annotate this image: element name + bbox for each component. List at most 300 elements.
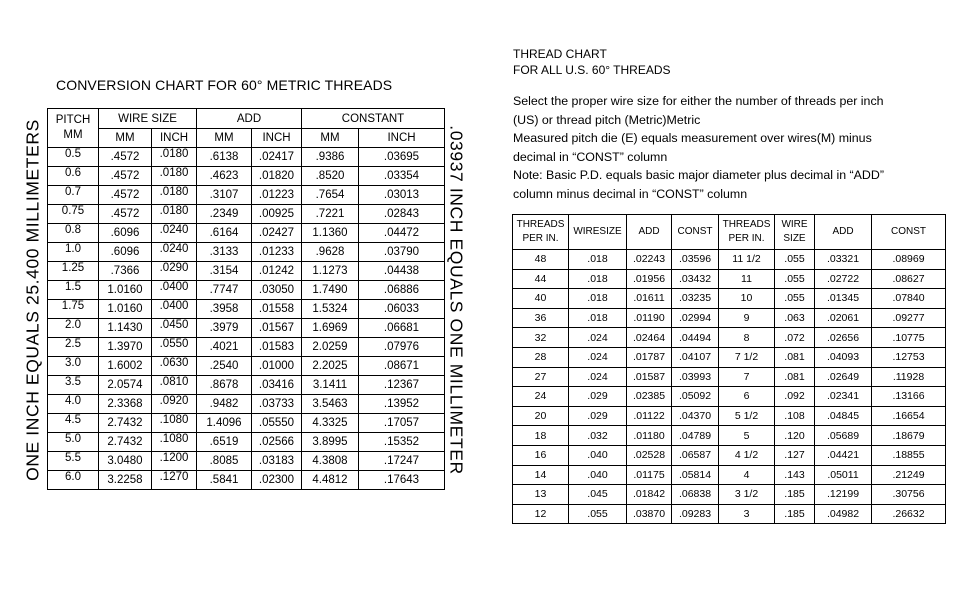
add-cell: .01611 <box>627 289 672 309</box>
vertical-note-mm: ONE INCH EQUALS 25.400 MILLIMETERS <box>22 119 43 481</box>
pitch-cell: 1.0 <box>48 243 99 262</box>
tpi-cell: 20 <box>513 406 569 426</box>
wire-mm-cell: 1.6002 <box>99 357 152 376</box>
tpi-cell: 16 <box>513 445 569 465</box>
wire-size-header: WIRE SIZE <box>99 109 197 129</box>
table-row <box>513 387 946 407</box>
add-mm-cell: .4623 <box>197 167 252 186</box>
tpi-cell-2: 10 <box>719 289 775 309</box>
table-row <box>513 269 946 289</box>
const-cell-2: .13166 <box>872 387 946 407</box>
add-cell-2: .04093 <box>815 347 872 367</box>
wire-inch-cell: .0920 <box>152 395 197 414</box>
constant-mm-cell: 3.5463 <box>302 395 359 414</box>
add-inch-cell: .02566 <box>252 433 302 452</box>
constant-inch-cell: .03354 <box>359 167 445 186</box>
instruction-line: decimal in “CONST” column <box>513 149 668 164</box>
table-row <box>513 445 946 465</box>
wire-size-cell-2: .108 <box>775 406 815 426</box>
add-inch-cell: .01000 <box>252 357 302 376</box>
table-row <box>48 205 445 224</box>
add-inch-cell: .02300 <box>252 471 302 490</box>
add-cell: .01787 <box>627 347 672 367</box>
wire-mm-cell: 2.7432 <box>99 433 152 452</box>
tpi-cell-2: 6 <box>719 387 775 407</box>
table-row <box>48 414 445 433</box>
metric-chart-title: CONVERSION CHART FOR 60° METRIC THREADS <box>56 77 393 93</box>
tpi-cell: 28 <box>513 347 569 367</box>
const-cell-2: .07840 <box>872 289 946 309</box>
add-cell-2: .02341 <box>815 387 872 407</box>
wiresize-cell: .024 <box>569 328 627 348</box>
wire-mm-cell: 3.2258 <box>99 471 152 490</box>
wire-inch-cell: .0450 <box>152 319 197 338</box>
add-inch-cell: .03183 <box>252 452 302 471</box>
table-row <box>48 471 445 490</box>
tpi-cell: 48 <box>513 250 569 270</box>
constant-inch-cell: .04438 <box>359 262 445 281</box>
add-mm-cell: .3154 <box>197 262 252 281</box>
add-inch-cell: .01223 <box>252 186 302 205</box>
wire-mm-cell: 2.0574 <box>99 376 152 395</box>
constant-mm-cell: 4.3808 <box>302 452 359 471</box>
tpi-cell: 18 <box>513 426 569 446</box>
const-header: CONST <box>672 215 719 250</box>
const-cell-2: .21249 <box>872 465 946 485</box>
add-mm-cell: .8678 <box>197 376 252 395</box>
constant-inch-cell: .04472 <box>359 224 445 243</box>
add-mm-cell: .3979 <box>197 319 252 338</box>
tpi-cell-2: 3 <box>719 504 775 524</box>
instruction-line: Select the proper wire size for either the number of threads per inch <box>513 94 884 108</box>
const-cell: .03235 <box>672 289 719 309</box>
add-mm-cell: .6519 <box>197 433 252 452</box>
wire-size-cell-2: .143 <box>775 465 815 485</box>
tpi-cell-2: 7 <box>719 367 775 387</box>
wire-mm-cell: 1.1430 <box>99 319 152 338</box>
pitch-cell: 2.5 <box>48 338 99 357</box>
const-cell-2: .12753 <box>872 347 946 367</box>
const-cell: .03596 <box>672 250 719 270</box>
us-chart-instructions <box>513 92 953 204</box>
wire-inch-cell: .0180 <box>152 186 197 205</box>
wire-mm-cell: .4572 <box>99 148 152 167</box>
tpi-cell-2: 3 1/2 <box>719 485 775 505</box>
add-mm-cell: .8085 <box>197 452 252 471</box>
vertical-note-inch: .03937 INCH EQUALS ONE MILLIMETER <box>446 125 467 475</box>
add-mm-cell: 1.4096 <box>197 414 252 433</box>
add-inch-cell: .03733 <box>252 395 302 414</box>
add-inch-header: INCH <box>252 129 302 148</box>
constant-mm-cell: 4.4812 <box>302 471 359 490</box>
wire-mm-cell: .4572 <box>99 186 152 205</box>
add-inch-cell: .01233 <box>252 243 302 262</box>
const-cell: .09283 <box>672 504 719 524</box>
pitch-cell: 1.5 <box>48 281 99 300</box>
add-mm-header: MM <box>197 129 252 148</box>
pitch-cell: 3.0 <box>48 357 99 376</box>
const-cell: .04107 <box>672 347 719 367</box>
tpi-header-line1: THREADS <box>516 219 565 230</box>
tpi-cell-2: 8 <box>719 328 775 348</box>
constant-mm-cell: 3.8995 <box>302 433 359 452</box>
wiresize-cell: .032 <box>569 426 627 446</box>
pitch-cell: 0.6 <box>48 167 99 186</box>
pitch-cell: 5.5 <box>48 452 99 471</box>
wire-mm-cell: .4572 <box>99 167 152 186</box>
tpi-cell: 13 <box>513 485 569 505</box>
tpi-cell: 12 <box>513 504 569 524</box>
add-cell-2: .12199 <box>815 485 872 505</box>
add-inch-cell: .05550 <box>252 414 302 433</box>
wiresize-cell: .024 <box>569 367 627 387</box>
tpi-cell: 32 <box>513 328 569 348</box>
add-cell-2: .01345 <box>815 289 872 309</box>
wire-size-cell-2: .127 <box>775 445 815 465</box>
const-cell: .03432 <box>672 269 719 289</box>
pitch-cell: 5.0 <box>48 433 99 452</box>
constant-mm-cell: 1.7490 <box>302 281 359 300</box>
table-row <box>513 347 946 367</box>
pitch-header-line1: PITCH <box>55 114 91 126</box>
wire-size-cell-2: .063 <box>775 308 815 328</box>
const-cell: .06587 <box>672 445 719 465</box>
pitch-cell: 2.0 <box>48 319 99 338</box>
add-header: ADD <box>197 109 302 129</box>
constant-inch-cell: .03013 <box>359 186 445 205</box>
add-cell: .01842 <box>627 485 672 505</box>
table-row <box>48 186 445 205</box>
wire-mm-cell: 1.3970 <box>99 338 152 357</box>
add-cell: .01180 <box>627 426 672 446</box>
tpi-cell: 36 <box>513 308 569 328</box>
wire-size-header-2 <box>775 215 815 250</box>
tpi-cell-2: 5 1/2 <box>719 406 775 426</box>
table-row <box>48 262 445 281</box>
wire-size-cell-2: .081 <box>775 347 815 367</box>
constant-mm-cell: 1.6969 <box>302 319 359 338</box>
constant-mm-header: MM <box>302 129 359 148</box>
add-mm-cell: .3107 <box>197 186 252 205</box>
tpi-header-2-line1: THREADS <box>722 219 771 230</box>
table-row <box>48 319 445 338</box>
const-cell: .05092 <box>672 387 719 407</box>
wire-mm-cell: 1.0160 <box>99 300 152 319</box>
add-cell-2: .02722 <box>815 269 872 289</box>
wire-mm-cell: 2.7432 <box>99 414 152 433</box>
table-row <box>48 148 445 167</box>
wire-inch-cell: .0550 <box>152 338 197 357</box>
tpi-cell-2: 7 1/2 <box>719 347 775 367</box>
constant-mm-cell: 3.1411 <box>302 376 359 395</box>
pitch-cell: 3.5 <box>48 376 99 395</box>
add-mm-cell: .6138 <box>197 148 252 167</box>
constant-mm-cell: .9386 <box>302 148 359 167</box>
constant-header: CONSTANT <box>302 109 445 129</box>
tpi-cell: 14 <box>513 465 569 485</box>
const-header-2: CONST <box>872 215 946 250</box>
pitch-cell: 0.8 <box>48 224 99 243</box>
const-cell-2: .18679 <box>872 426 946 446</box>
add-inch-cell: .02427 <box>252 224 302 243</box>
tpi-header-2-line2: PER IN. <box>728 233 765 244</box>
add-inch-cell: .01567 <box>252 319 302 338</box>
table-row <box>48 300 445 319</box>
add-cell-2: .03321 <box>815 250 872 270</box>
add-cell-2: .05689 <box>815 426 872 446</box>
add-cell-2: .02649 <box>815 367 872 387</box>
constant-mm-cell: .7221 <box>302 205 359 224</box>
table-row <box>513 406 946 426</box>
wire-mm-cell: 1.0160 <box>99 281 152 300</box>
wire-size-cell-2: .092 <box>775 387 815 407</box>
wiresize-cell: .029 <box>569 387 627 407</box>
wire-inch-cell: .0630 <box>152 357 197 376</box>
pitch-header <box>48 109 99 148</box>
constant-mm-cell: 4.3325 <box>302 414 359 433</box>
wiresize-header: WIRESIZE <box>569 215 627 250</box>
table-row <box>513 426 946 446</box>
const-cell-2: .08627 <box>872 269 946 289</box>
instruction-line: column minus decimal in “CONST” column <box>513 186 748 201</box>
const-cell-2: .18855 <box>872 445 946 465</box>
constant-inch-cell: .06033 <box>359 300 445 319</box>
wire-inch-cell: .0810 <box>152 376 197 395</box>
add-cell: .02528 <box>627 445 672 465</box>
constant-mm-cell: 1.1360 <box>302 224 359 243</box>
constant-inch-cell: .17057 <box>359 414 445 433</box>
constant-inch-header: INCH <box>359 129 445 148</box>
const-cell-2: .16654 <box>872 406 946 426</box>
wire-mm-cell: 3.0480 <box>99 452 152 471</box>
const-cell: .06838 <box>672 485 719 505</box>
table-row <box>48 338 445 357</box>
wire-size-cell-2: .055 <box>775 250 815 270</box>
us-table-body <box>513 250 946 524</box>
pitch-cell: 4.5 <box>48 414 99 433</box>
tpi-header-2 <box>719 215 775 250</box>
add-inch-cell: .03050 <box>252 281 302 300</box>
add-cell: .02385 <box>627 387 672 407</box>
add-mm-cell: .7747 <box>197 281 252 300</box>
wiresize-cell: .040 <box>569 445 627 465</box>
table-row <box>48 281 445 300</box>
table-row <box>513 289 946 309</box>
tpi-cell: 44 <box>513 269 569 289</box>
tpi-cell-2: 11 1/2 <box>719 250 775 270</box>
wire-inch-cell: .0400 <box>152 281 197 300</box>
const-cell-2: .09277 <box>872 308 946 328</box>
add-mm-cell: .5841 <box>197 471 252 490</box>
pitch-cell: 0.75 <box>48 205 99 224</box>
table-row <box>513 308 946 328</box>
constant-inch-cell: .03695 <box>359 148 445 167</box>
tpi-cell-2: 9 <box>719 308 775 328</box>
add-inch-cell: .00925 <box>252 205 302 224</box>
constant-mm-cell: 2.2025 <box>302 357 359 376</box>
constant-inch-cell: .03790 <box>359 243 445 262</box>
table-row <box>513 485 946 505</box>
const-cell: .05814 <box>672 465 719 485</box>
wire-size-cell-2: .055 <box>775 269 815 289</box>
pitch-cell: 0.5 <box>48 148 99 167</box>
tpi-cell: 40 <box>513 289 569 309</box>
wiresize-cell: .018 <box>569 269 627 289</box>
wire-inch-cell: .1080 <box>152 414 197 433</box>
add-cell-2: .04845 <box>815 406 872 426</box>
tpi-cell-2: 5 <box>719 426 775 446</box>
tpi-cell-2: 4 1/2 <box>719 445 775 465</box>
const-cell-2: .30756 <box>872 485 946 505</box>
wire-inch-cell: .0240 <box>152 224 197 243</box>
wiresize-cell: .040 <box>569 465 627 485</box>
wire-size-cell-2: .072 <box>775 328 815 348</box>
wire-inch-cell: .0180 <box>152 148 197 167</box>
constant-inch-cell: .17643 <box>359 471 445 490</box>
add-cell-2: .02061 <box>815 308 872 328</box>
add-mm-cell: .3958 <box>197 300 252 319</box>
us-chart-heading <box>513 47 671 78</box>
wire-mm-cell: .6096 <box>99 243 152 262</box>
constant-inch-cell: .02843 <box>359 205 445 224</box>
constant-mm-cell: 1.5324 <box>302 300 359 319</box>
tpi-header <box>513 215 569 250</box>
pitch-cell: 0.7 <box>48 186 99 205</box>
pitch-header-line2: MM <box>63 129 83 141</box>
constant-inch-cell: .17247 <box>359 452 445 471</box>
table-row <box>48 376 445 395</box>
constant-inch-cell: .06681 <box>359 319 445 338</box>
metric-conversion-table <box>47 108 445 490</box>
wire-inch-cell: .1200 <box>152 452 197 471</box>
wire-mm-cell: .6096 <box>99 224 152 243</box>
wire-size-cell-2: .185 <box>775 485 815 505</box>
wire-mm-cell: .4572 <box>99 205 152 224</box>
pitch-cell: 4.0 <box>48 395 99 414</box>
tpi-header-line2: PER IN. <box>522 233 559 244</box>
wire-mm-cell: 2.3368 <box>99 395 152 414</box>
wire-size-cell-2: .185 <box>775 504 815 524</box>
const-cell-2: .08969 <box>872 250 946 270</box>
add-inch-cell: .01583 <box>252 338 302 357</box>
add-cell-2: .04421 <box>815 445 872 465</box>
wire-size-cell-2: .081 <box>775 367 815 387</box>
constant-mm-cell: 1.1273 <box>302 262 359 281</box>
wiresize-cell: .018 <box>569 250 627 270</box>
wire-mm-cell: .7366 <box>99 262 152 281</box>
constant-inch-cell: .12367 <box>359 376 445 395</box>
constant-inch-cell: .06886 <box>359 281 445 300</box>
wiresize-cell: .018 <box>569 289 627 309</box>
tpi-cell: 24 <box>513 387 569 407</box>
add-cell: .01587 <box>627 367 672 387</box>
table-row <box>48 224 445 243</box>
add-header: ADD <box>627 215 672 250</box>
table-row <box>48 243 445 262</box>
const-cell-2: .11928 <box>872 367 946 387</box>
add-header-2: ADD <box>815 215 872 250</box>
wire-inch-cell: .1270 <box>152 471 197 490</box>
wire-inch-cell: .0180 <box>152 167 197 186</box>
pitch-cell: 1.75 <box>48 300 99 319</box>
us-chart-title: THREAD CHART <box>513 47 607 61</box>
metric-table-body <box>48 148 445 490</box>
add-mm-cell: .6164 <box>197 224 252 243</box>
us-chart-subtitle: FOR ALL U.S. 60° THREADS <box>513 62 671 77</box>
pitch-cell: 1.25 <box>48 262 99 281</box>
table-row <box>513 250 946 270</box>
add-cell-2: .02656 <box>815 328 872 348</box>
constant-inch-cell: .07976 <box>359 338 445 357</box>
wire-inch-cell: .1080 <box>152 433 197 452</box>
wire-mm-header: MM <box>99 129 152 148</box>
add-inch-cell: .03416 <box>252 376 302 395</box>
wire-inch-cell: .0180 <box>152 205 197 224</box>
instruction-line: Note: Basic P.D. equals basic major diameter plus decimal in “ADD” <box>513 168 884 183</box>
wiresize-cell: .024 <box>569 347 627 367</box>
add-cell: .01956 <box>627 269 672 289</box>
add-cell-2: .04982 <box>815 504 872 524</box>
wire-inch-cell: .0400 <box>152 300 197 319</box>
add-mm-cell: .4021 <box>197 338 252 357</box>
constant-mm-cell: .9628 <box>302 243 359 262</box>
constant-mm-cell: 2.0259 <box>302 338 359 357</box>
table-row <box>48 167 445 186</box>
wire-size-cell-2: .055 <box>775 289 815 309</box>
const-cell-2: .26632 <box>872 504 946 524</box>
table-row <box>48 433 445 452</box>
add-inch-cell: .01820 <box>252 167 302 186</box>
table-row <box>513 504 946 524</box>
instruction-line: Measured pitch die (E) equals measurement over wires(M) minus <box>513 131 872 146</box>
table-row <box>513 328 946 348</box>
us-thread-table <box>512 214 946 524</box>
constant-inch-cell: .13952 <box>359 395 445 414</box>
tpi-cell-2: 4 <box>719 465 775 485</box>
add-cell: .01190 <box>627 308 672 328</box>
add-cell: .03870 <box>627 504 672 524</box>
tpi-cell-2: 11 <box>719 269 775 289</box>
add-cell: .01122 <box>627 406 672 426</box>
wiresize-cell: .029 <box>569 406 627 426</box>
wire-size-header-2-line2: SIZE <box>783 233 806 244</box>
table-row <box>48 357 445 376</box>
wire-size-cell-2: .120 <box>775 426 815 446</box>
constant-inch-cell: .08671 <box>359 357 445 376</box>
add-cell: .02243 <box>627 250 672 270</box>
wire-size-header-2-line1: WIRE <box>781 219 808 230</box>
table-row <box>48 452 445 471</box>
const-cell: .02994 <box>672 308 719 328</box>
add-inch-cell: .01242 <box>252 262 302 281</box>
pitch-cell: 6.0 <box>48 471 99 490</box>
add-cell-2: .05011 <box>815 465 872 485</box>
wire-inch-cell: .0240 <box>152 243 197 262</box>
const-cell-2: .10775 <box>872 328 946 348</box>
table-row <box>513 465 946 485</box>
wire-inch-header: INCH <box>152 129 197 148</box>
const-cell: .04789 <box>672 426 719 446</box>
const-cell: .04494 <box>672 328 719 348</box>
add-mm-cell: .2349 <box>197 205 252 224</box>
wiresize-cell: .055 <box>569 504 627 524</box>
add-cell: .02464 <box>627 328 672 348</box>
wiresize-cell: .045 <box>569 485 627 505</box>
add-mm-cell: .3133 <box>197 243 252 262</box>
table-row <box>513 367 946 387</box>
constant-mm-cell: .8520 <box>302 167 359 186</box>
add-mm-cell: .9482 <box>197 395 252 414</box>
